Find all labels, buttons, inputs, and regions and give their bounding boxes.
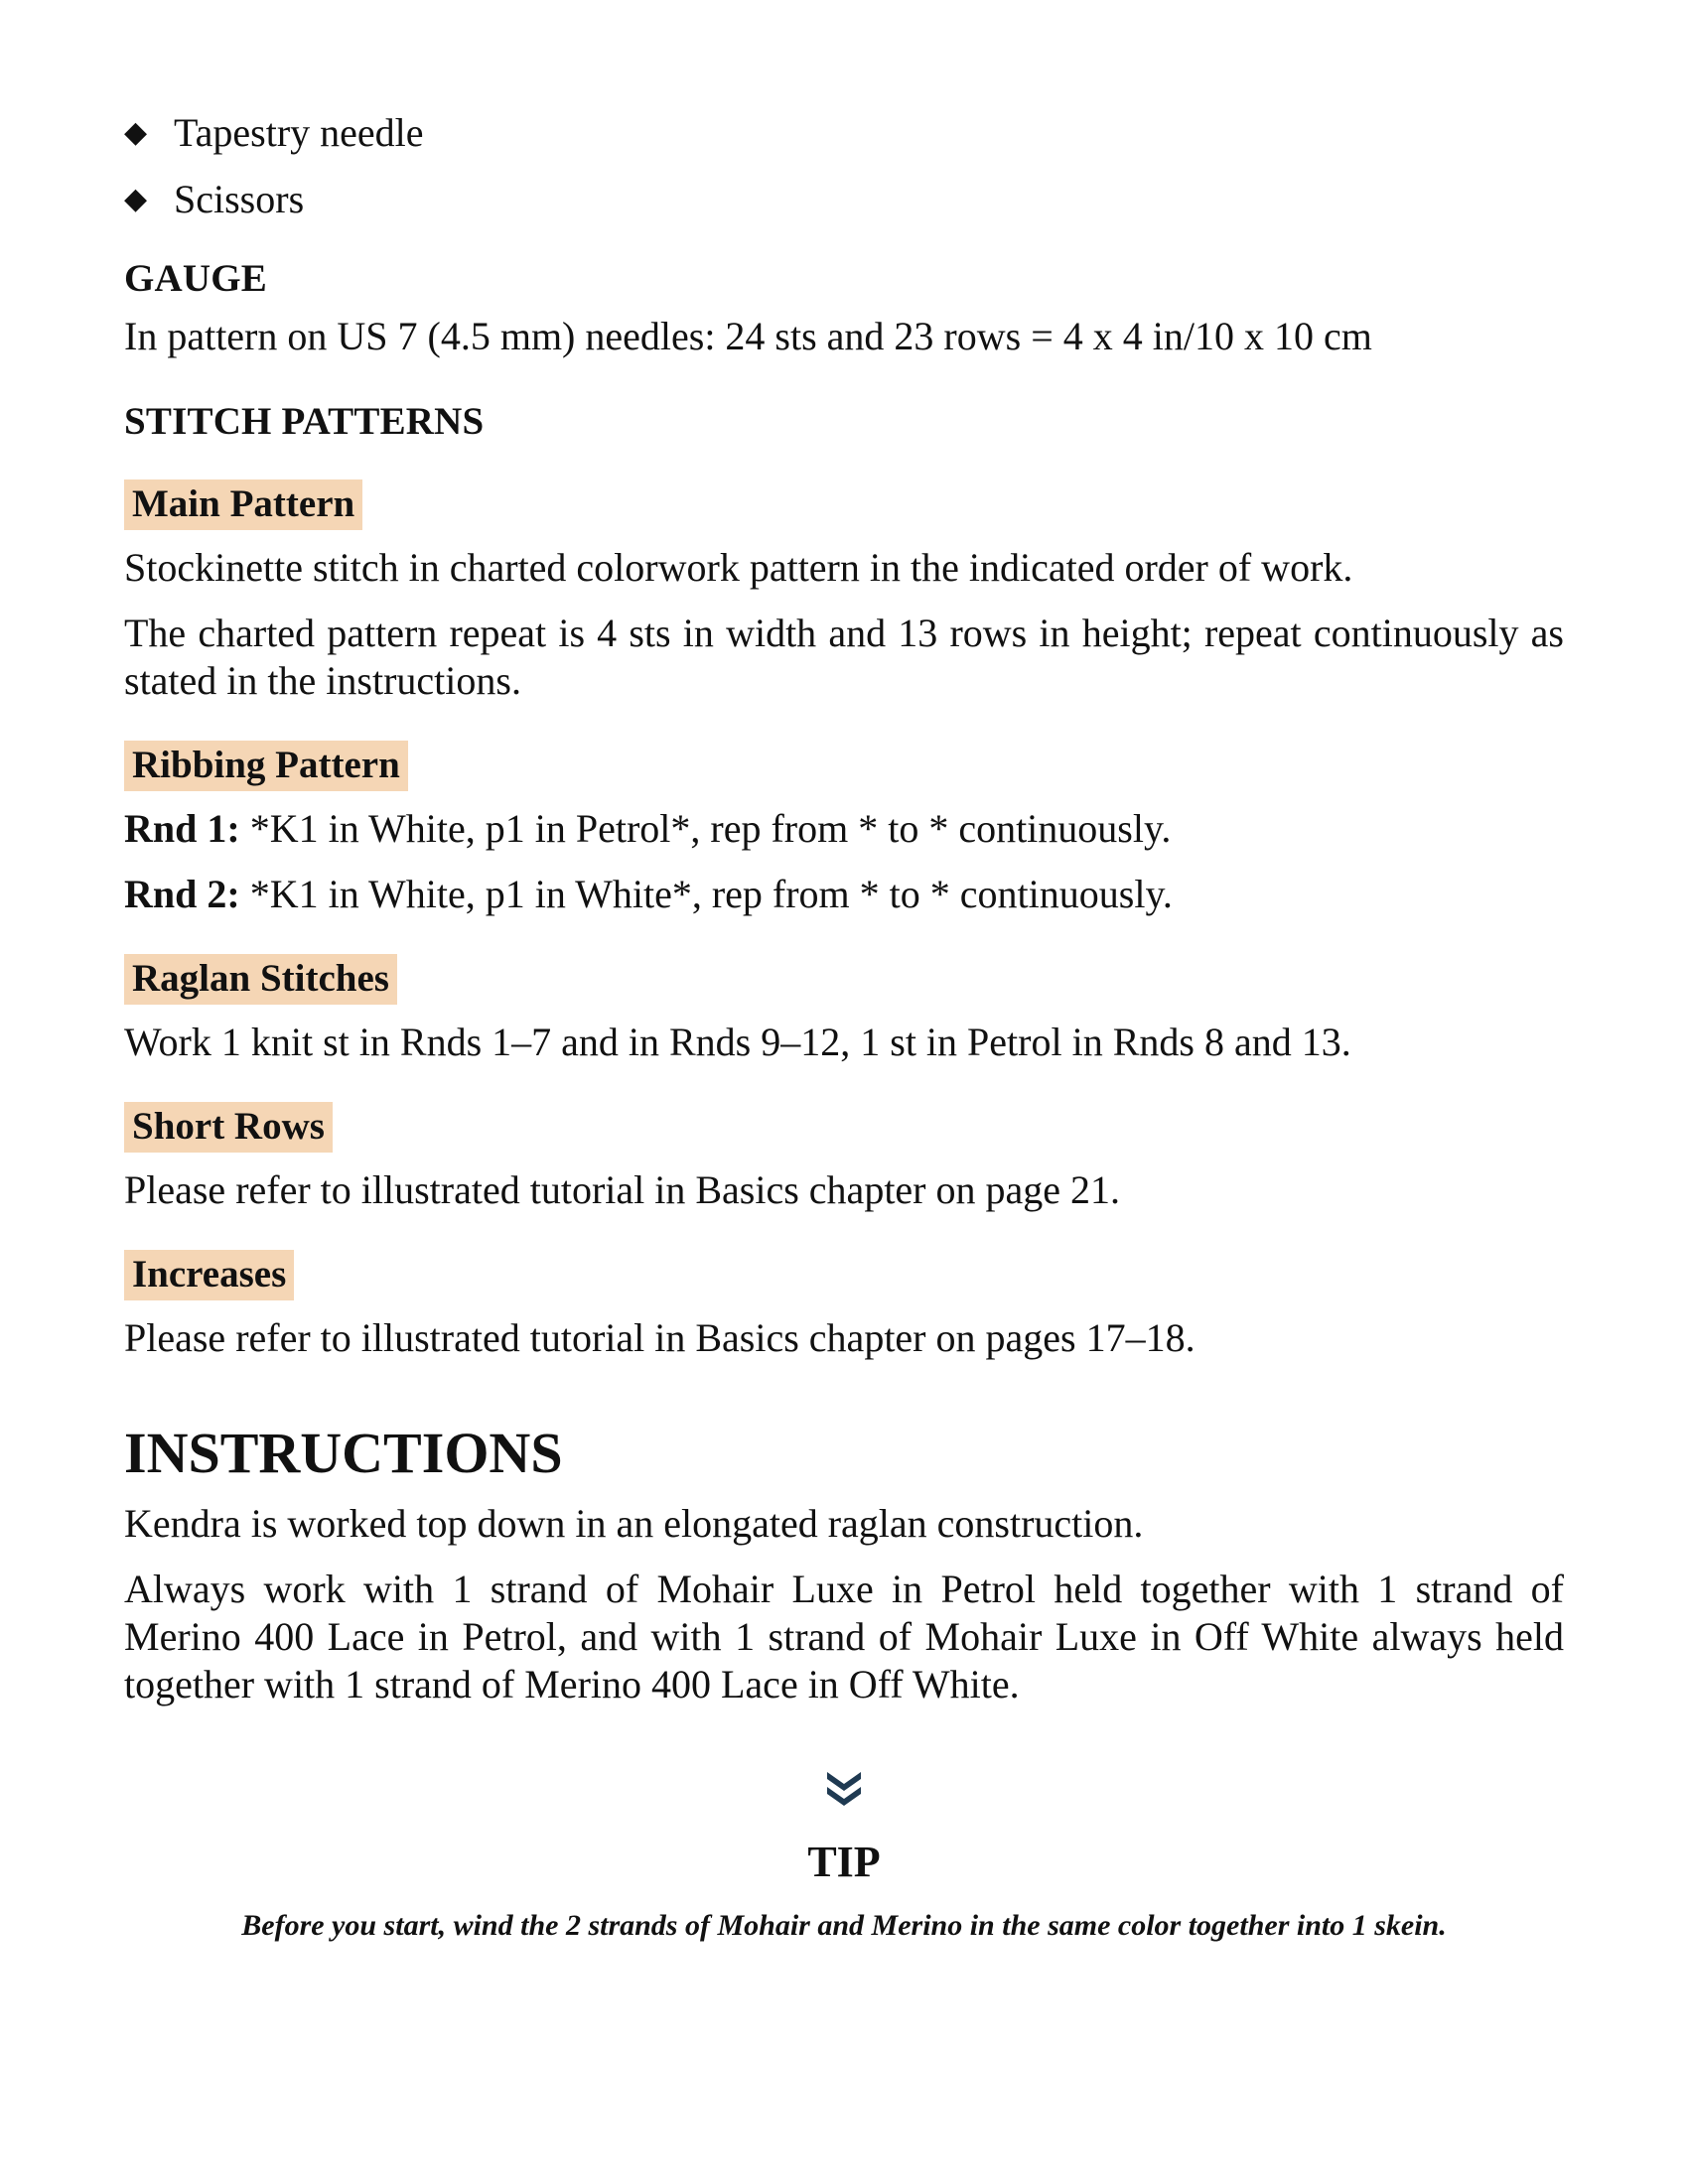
stitch-patterns-heading: STITCH PATTERNS [124, 400, 485, 443]
raglan-stitches-text: Work 1 knit st in Rnds 1–7 and in Rnds 9–12, 1 st in Petrol in Rnds 8 and 13. [124, 1020, 1351, 1064]
list-item [124, 166, 1564, 232]
rnd-1-text: *K1 in White, p1 in Petrol*, rep from * to * continuously. [239, 806, 1172, 851]
gauge-text: In pattern on US 7 (4.5 mm) needles: 24 sts and 23 rows = 4 x 4 in/10 x 10 cm [124, 314, 1372, 358]
document-page [124, 99, 1564, 1943]
rnd-2-text: *K1 in White, p1 in White*, rep from * to * continuously. [239, 872, 1173, 916]
list-item-text: Scissors [174, 177, 305, 221]
main-pattern-section [124, 479, 1564, 705]
instructions-heading: INSTRUCTIONS [124, 1421, 563, 1485]
ribbing-pattern-section [124, 741, 1564, 918]
main-pattern-paragraph: The charted pattern repeat is 4 sts in width and 13 rows in height; repeat continuously as stated in the instructions. [124, 611, 1564, 703]
instructions-paragraph: Kendra is worked top down in an elongated raglan construction. [124, 1501, 1144, 1546]
rnd-1-label: Rnd 1: [124, 806, 240, 851]
main-pattern-label: Main Pattern [124, 479, 362, 530]
raglan-stitches-label: Raglan Stitches [124, 954, 397, 1005]
increases-label: Increases [124, 1250, 294, 1300]
diamond-bullet-icon: ◆ [124, 182, 148, 215]
rnd-2-label: Rnd 2: [124, 872, 240, 916]
diamond-bullet-icon: ◆ [124, 115, 148, 149]
raglan-stitches-section [124, 954, 1564, 1066]
double-chevron-down-icon [821, 1766, 867, 1810]
ribbing-rnd-2 [124, 871, 1564, 918]
list-item [124, 99, 1564, 166]
increases-text: Please refer to illustrated tutorial in Basics chapter on pages 17–18. [124, 1315, 1196, 1360]
short-rows-section [124, 1102, 1564, 1214]
ribbing-pattern-label: Ribbing Pattern [124, 741, 408, 791]
materials-list [124, 99, 1564, 232]
main-pattern-paragraph: Stockinette stitch in charted colorwork pattern in the indicated order of work. [124, 545, 1353, 590]
tip-heading: TIP [807, 1838, 881, 1886]
tip-text: Before you start, wind the 2 strands of Mohair and Merino in the same color together into 1 skein. [241, 1909, 1447, 1942]
short-rows-text: Please refer to illustrated tutorial in Basics chapter on page 21. [124, 1167, 1121, 1212]
tip-box [124, 1766, 1564, 1943]
short-rows-label: Short Rows [124, 1102, 333, 1153]
list-item-text: Tapestry needle [174, 110, 424, 155]
ribbing-rnd-1 [124, 805, 1564, 853]
instructions-paragraph: Always work with 1 strand of Mohair Luxe in Petrol held together with 1 strand of Merino 400 Lace in Petrol, and with 1 strand of Mohair Luxe in Off White always held together with 1 strand of Merino 400 Lace in Off White. [124, 1567, 1564, 1706]
increases-section [124, 1250, 1564, 1362]
gauge-heading: GAUGE [124, 257, 268, 300]
